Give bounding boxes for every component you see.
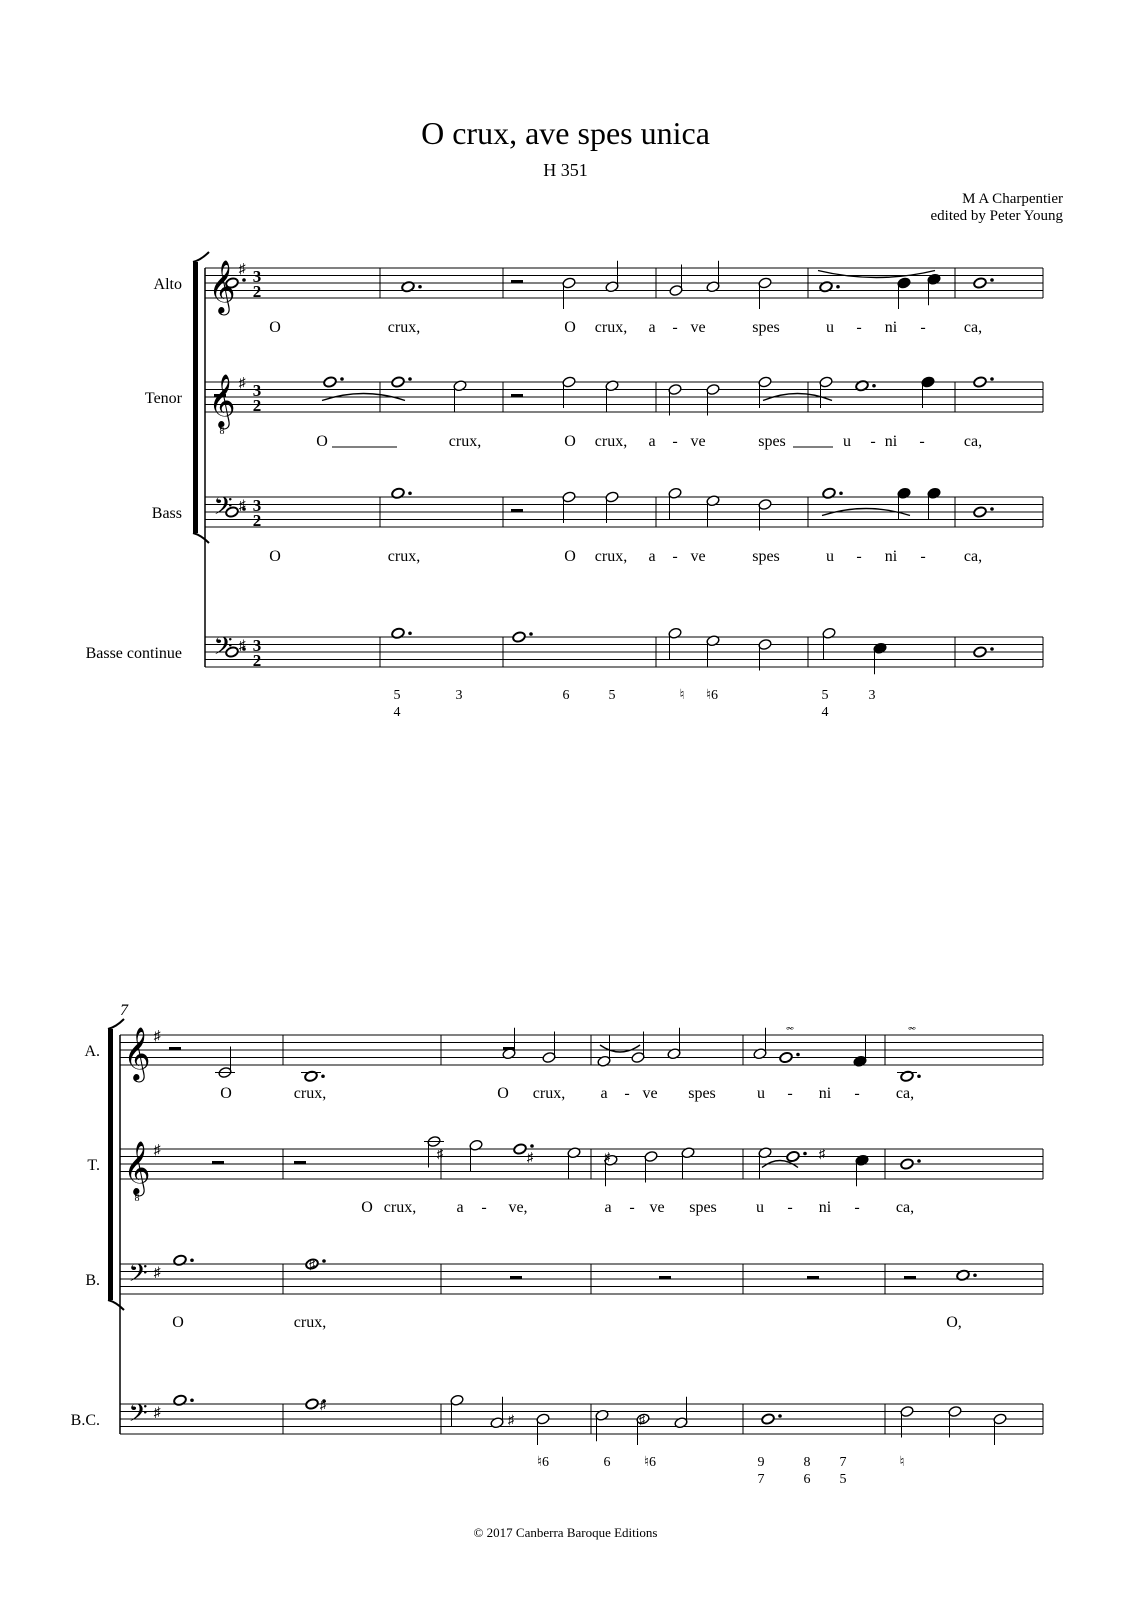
dotted-whole-note	[900, 1070, 914, 1082]
lyric-syllable: spes	[752, 319, 780, 336]
half-note	[668, 487, 682, 499]
quarter-note	[927, 273, 941, 285]
key-signature-sharp-icon: ♯	[153, 1143, 161, 1158]
lyric-syllable: -	[624, 1085, 630, 1102]
time-signature-bottom: 2	[252, 651, 262, 670]
lyric-syllable: ca,	[963, 548, 983, 565]
augmentation-dot	[803, 1152, 807, 1156]
slur	[818, 271, 935, 278]
half-rest	[511, 280, 523, 283]
dotted-whole-note	[323, 376, 337, 388]
half-rest	[511, 509, 523, 512]
lyric-syllable: ni	[818, 1199, 832, 1216]
key-signature-sharp-icon: ♯	[238, 262, 246, 277]
staff-label: A.	[84, 1043, 100, 1060]
treble-clef-icon: 𝄞	[123, 1142, 151, 1193]
octave-marker: 8	[219, 426, 225, 437]
half-note	[595, 1409, 609, 1421]
figured-bass-top: 5	[821, 688, 829, 703]
sharp-accidental-icon: ♯	[308, 1257, 316, 1272]
quarter-note	[921, 376, 935, 388]
bass-clef-icon: 𝄢	[213, 633, 233, 666]
lyric-syllable: ca,	[963, 433, 983, 450]
quarter-note	[897, 487, 911, 499]
lyric-syllable: ve	[690, 433, 706, 450]
half-note	[819, 376, 833, 388]
lyric-syllable: u	[756, 1199, 764, 1216]
figured-bass-top: 3	[455, 688, 463, 703]
lyric-syllable: ni	[884, 433, 898, 450]
augmentation-dot	[796, 1053, 800, 1057]
staff-basse-continue	[205, 627, 1043, 674]
lyric-syllable: O	[269, 319, 281, 336]
half-note	[605, 491, 619, 503]
treble-clef-icon: 𝄞	[208, 261, 236, 312]
dotted-whole-note	[819, 281, 833, 293]
lyric-syllable: -	[787, 1085, 793, 1102]
lyric-syllable: -	[919, 433, 925, 450]
lyric-syllable: O	[564, 433, 576, 450]
key-signature-sharp-icon: ♯	[153, 1265, 161, 1281]
figured-bass-top: ♮6	[643, 1455, 657, 1470]
lyric-syllable: crux,	[594, 548, 628, 565]
staff-label: Basse continue	[85, 645, 182, 662]
half-note	[706, 383, 720, 395]
time-signature-bottom: 2	[252, 282, 262, 301]
half-note	[674, 1417, 688, 1429]
half-note	[453, 380, 467, 392]
lyric-syllable: u	[826, 319, 834, 336]
lyric-syllable: -	[481, 1199, 487, 1216]
staff-label: T.	[87, 1157, 100, 1174]
lyric-syllable: O	[564, 548, 576, 565]
augmentation-dot	[990, 647, 994, 651]
half-note	[562, 376, 576, 388]
half-note	[706, 635, 720, 647]
dotted-whole-note	[391, 487, 405, 499]
half-note	[758, 277, 772, 289]
lyric-syllable: -	[856, 319, 862, 336]
time-signature-top: 3	[252, 381, 262, 400]
dotted-whole-note	[173, 1394, 187, 1406]
half-note	[669, 284, 683, 296]
trill-ornament-icon: 𝆗	[908, 1020, 916, 1035]
augmentation-dot	[242, 278, 246, 282]
system-2	[108, 1019, 1043, 1445]
sharp-accidental-icon: ♯	[818, 1145, 826, 1161]
half-note	[900, 1405, 914, 1417]
lyric-syllable: ca,	[963, 319, 983, 336]
lyric-syllable: spes	[758, 433, 786, 450]
lyric-syllable: -	[856, 548, 862, 565]
quarter-note	[897, 277, 911, 289]
half-note	[753, 1048, 767, 1060]
key-signature-sharp-icon: ♯	[153, 1405, 161, 1421]
copyright-notice: © 2017 Canberra Baroque Editions	[473, 1525, 658, 1540]
staff-b	[120, 1254, 1043, 1294]
lyric-syllable: u	[843, 433, 851, 450]
dotted-whole-note	[900, 1158, 914, 1170]
lyric-syllable: spes	[752, 548, 780, 565]
augmentation-dot	[322, 1259, 326, 1263]
half-note	[536, 1413, 550, 1425]
staff-t	[120, 1135, 1043, 1186]
augmentation-dot	[973, 1273, 977, 1277]
treble-clef-icon: 𝄞	[208, 375, 236, 426]
half-note	[668, 383, 682, 395]
key-signature-sharp-icon: ♯	[238, 376, 246, 391]
bass-clef-icon: 𝄢	[128, 1400, 148, 1433]
choir-bracket	[193, 262, 198, 533]
figured-bass-top: 6	[603, 1455, 611, 1470]
lyric-syllable: crux,	[594, 319, 628, 336]
augmentation-dot	[418, 285, 422, 289]
figured-bass-top: 3	[868, 688, 876, 703]
lyric-syllable: O	[316, 433, 328, 450]
lyric-syllable: crux,	[387, 319, 421, 336]
lyric-syllable: -	[920, 319, 926, 336]
half-note	[567, 1147, 581, 1159]
lyric-syllable: ca,	[895, 1085, 915, 1102]
sharp-accidental-icon: ♯	[526, 1149, 534, 1165]
choir-bracket	[108, 1029, 113, 1300]
quarter-note	[927, 487, 941, 499]
augmentation-dot	[529, 632, 533, 636]
augmentation-dot	[408, 631, 412, 635]
dotted-whole-note	[973, 646, 987, 658]
figured-bass-top: 6	[562, 688, 570, 703]
lyric-syllable: -	[672, 319, 678, 336]
augmentation-dot	[917, 1159, 921, 1163]
half-note	[758, 498, 772, 510]
augmentation-dot	[990, 507, 994, 511]
system-1	[193, 252, 1043, 674]
lyric-syllable: u	[757, 1085, 765, 1102]
half-note	[993, 1413, 1007, 1425]
staff-label: Bass	[151, 505, 182, 522]
half-note	[542, 1051, 556, 1063]
treble-clef-icon: 𝄞	[123, 1028, 151, 1079]
staff-label: B.C.	[70, 1412, 100, 1429]
score-title: O crux, ave spes unica	[421, 115, 710, 151]
dotted-whole-note	[956, 1269, 970, 1281]
half-note	[450, 1394, 464, 1406]
half-note	[631, 1051, 645, 1063]
lyric-syllable: a	[648, 548, 656, 565]
half-note	[758, 376, 772, 388]
lyric-syllable: crux,	[448, 433, 482, 450]
bracket-top-hook	[108, 1019, 124, 1029]
staff-alto	[205, 261, 1043, 309]
half-note	[822, 627, 836, 639]
augmentation-dot	[408, 377, 412, 381]
dotted-whole-note	[973, 277, 987, 289]
lyric-syllable: a	[604, 1199, 612, 1216]
dotted-whole-note	[304, 1070, 318, 1082]
figured-bass-top: ♮	[899, 1455, 905, 1470]
dotted-whole-note	[855, 380, 869, 392]
half-rest	[212, 1161, 224, 1164]
staff-bass	[205, 487, 1043, 530]
figured-bass-top: 9	[757, 1455, 765, 1470]
bass-clef-icon: 𝄢	[213, 493, 233, 526]
lyric-syllable: a	[456, 1199, 464, 1216]
augmentation-dot	[917, 1074, 921, 1078]
dotted-whole-note	[391, 376, 405, 388]
half-note	[490, 1417, 504, 1429]
staff-a	[120, 1028, 1043, 1083]
slur	[600, 1045, 640, 1052]
augmentation-dot	[778, 1414, 782, 1418]
lyric-syllable: ve	[649, 1199, 665, 1216]
trill-ornament-icon: 𝆗	[786, 1020, 794, 1035]
figured-bass-bottom: 7	[757, 1472, 765, 1487]
bracket-bottom-hook	[193, 533, 209, 543]
augmentation-dot	[340, 377, 344, 381]
half-note	[605, 380, 619, 392]
half-note	[597, 1055, 611, 1067]
dotted-whole-note	[973, 376, 987, 388]
half-note	[469, 1139, 483, 1151]
bass-clef-icon: 𝄢	[128, 1260, 148, 1293]
figured-bass-bottom: 6	[803, 1472, 811, 1487]
lyric-syllable: crux,	[387, 548, 421, 565]
dotted-whole-note	[779, 1051, 793, 1063]
lyric-syllable: O	[172, 1314, 184, 1331]
half-rest	[659, 1276, 671, 1279]
sharp-accidental-icon: ♯	[638, 1412, 646, 1427]
lyric-syllable: crux,	[293, 1085, 327, 1102]
half-note	[605, 281, 619, 293]
dotted-whole-note	[173, 1254, 187, 1266]
lyric-syllable: O	[564, 319, 576, 336]
sharp-accidental-icon: ♯	[436, 1145, 444, 1161]
lyric-syllable: u	[826, 548, 834, 565]
staff-label: Alto	[153, 276, 182, 293]
time-signature-bottom: 2	[252, 396, 262, 415]
figured-bass-top: ♮	[679, 688, 685, 703]
time-signature-top: 3	[252, 267, 262, 286]
catalog-number: H 351	[543, 160, 588, 180]
figured-bass-bottom: 4	[393, 705, 401, 720]
staff-label: Tenor	[144, 390, 182, 407]
lyric-syllable: spes	[689, 1199, 717, 1216]
lyric-syllable: crux,	[532, 1085, 566, 1102]
lyric-syllable: crux,	[293, 1314, 327, 1331]
figured-bass-top: ♮6	[536, 1455, 550, 1470]
dotted-whole-note	[822, 487, 836, 499]
lyric-syllable: -	[672, 433, 678, 450]
half-note	[562, 277, 576, 289]
lyric-syllable: O	[220, 1085, 232, 1102]
augmentation-dot	[190, 1398, 194, 1402]
dotted-whole-note	[786, 1150, 800, 1162]
half-note	[706, 495, 720, 507]
augmentation-dot	[836, 285, 840, 289]
half-note	[644, 1150, 658, 1162]
key-signature-sharp-icon: ♯	[238, 498, 246, 514]
staff-b-c	[120, 1394, 1043, 1445]
time-signature-top: 3	[252, 636, 262, 655]
dotted-whole-note	[513, 1143, 527, 1155]
lyric-syllable: ve	[690, 548, 706, 565]
lyric-syllable: spes	[688, 1085, 716, 1102]
dotted-whole-note	[973, 506, 987, 518]
lyric-syllable: -	[870, 433, 876, 450]
editor-credit: edited by Peter Young	[930, 208, 1063, 224]
dotted-whole-note	[512, 631, 526, 643]
half-note	[562, 491, 576, 503]
dotted-whole-note	[401, 281, 415, 293]
lyric-syllable: O	[497, 1085, 509, 1102]
lyric-syllable: ve	[690, 319, 706, 336]
lyric-syllable: -	[787, 1199, 793, 1216]
half-note	[667, 1048, 681, 1060]
dotted-whole-note	[391, 627, 405, 639]
half-rest	[904, 1276, 916, 1279]
augmentation-dot	[872, 384, 876, 388]
augmentation-dot	[990, 377, 994, 381]
quarter-note	[855, 1154, 869, 1166]
half-note	[681, 1147, 695, 1159]
half-note	[706, 281, 720, 293]
lyric-syllable: ve	[642, 1085, 658, 1102]
sharp-accidental-icon: ♯	[603, 1149, 611, 1165]
quarter-note	[873, 642, 887, 654]
half-rest	[503, 1047, 515, 1050]
augmentation-dot	[321, 1074, 325, 1078]
time-signature-top: 3	[252, 496, 262, 515]
lyric-syllable: -	[920, 548, 926, 565]
lyric-syllable: -	[629, 1199, 635, 1216]
figured-bass-top: 5	[393, 688, 401, 703]
figured-bass-top: ♮6	[705, 688, 719, 703]
figured-bass-top: 8	[803, 1455, 811, 1470]
augmentation-dot	[408, 491, 412, 495]
dotted-whole-note	[761, 1413, 775, 1425]
time-signature-bottom: 2	[252, 511, 262, 530]
staff-label: B.	[85, 1272, 100, 1289]
key-signature-sharp-icon: ♯	[238, 638, 246, 654]
augmentation-dot	[839, 491, 843, 495]
half-note	[948, 1405, 962, 1417]
lyric-syllable: a	[648, 433, 656, 450]
dotted-whole-note	[305, 1398, 319, 1410]
composer-credit: M A Charpentier	[962, 191, 1063, 207]
lyric-syllable: ni	[884, 548, 898, 565]
octave-marker: 8	[134, 1193, 140, 1204]
augmentation-dot	[990, 278, 994, 282]
lyric-syllable: O	[269, 548, 281, 565]
lyric-syllable: O,	[946, 1314, 962, 1331]
lyric-syllable: -	[672, 548, 678, 565]
half-note	[668, 627, 682, 639]
half-rest	[510, 1276, 522, 1279]
bracket-bottom-hook	[108, 1300, 124, 1310]
sharp-accidental-icon: ♯	[507, 1412, 515, 1427]
lyric-syllable: -	[854, 1085, 860, 1102]
figured-bass-bottom: 5	[839, 1472, 847, 1487]
lyric-syllable: crux,	[594, 433, 628, 450]
lyric-syllable: ni	[884, 319, 898, 336]
half-note	[758, 1147, 772, 1159]
measure-number: 7	[120, 1002, 128, 1019]
figured-bass-bottom: 4	[821, 705, 829, 720]
figured-bass-top: 7	[839, 1455, 847, 1470]
half-rest	[807, 1276, 819, 1279]
lyric-syllable: crux,	[383, 1199, 417, 1216]
key-signature-sharp-icon: ♯	[153, 1029, 161, 1044]
augmentation-dot	[190, 1258, 194, 1262]
augmentation-dot	[530, 1144, 534, 1148]
sharp-accidental-icon: ♯	[319, 1397, 327, 1412]
lyric-syllable: ve,	[508, 1199, 528, 1216]
lyric-syllable: ca,	[895, 1199, 915, 1216]
half-rest	[294, 1161, 306, 1164]
lyric-syllable: a	[648, 319, 656, 336]
lyric-syllable: ni	[818, 1085, 832, 1102]
figured-bass-top: 5	[608, 688, 616, 703]
quarter-note	[853, 1055, 867, 1067]
half-rest	[511, 394, 523, 397]
lyric-syllable: a	[600, 1085, 608, 1102]
lyric-syllable: -	[854, 1199, 860, 1216]
bracket-top-hook	[193, 252, 209, 262]
lyric-syllable: O	[361, 1199, 373, 1216]
half-note	[758, 638, 772, 650]
half-rest	[169, 1047, 181, 1050]
